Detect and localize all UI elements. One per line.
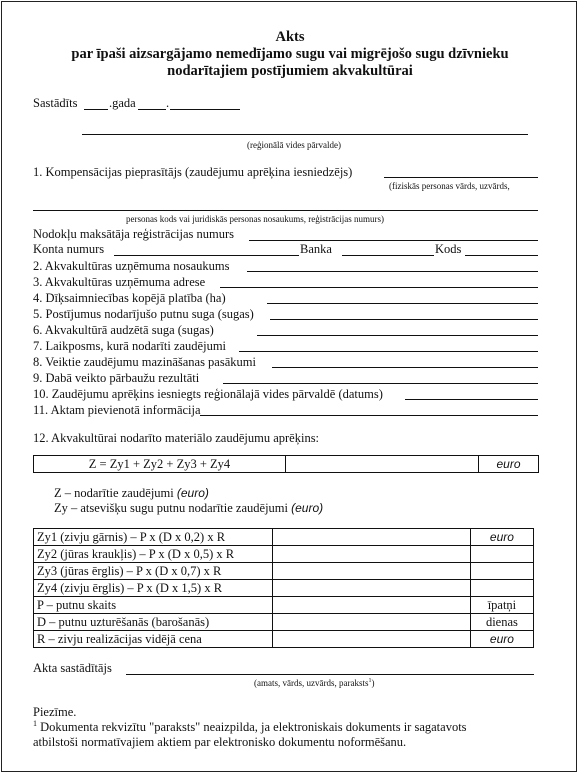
calc-row-label: Zy4 (zivju ērglis) – P x (D x 1,5) x R [34, 580, 273, 597]
claimant-field[interactable] [384, 177, 538, 178]
var-row-unit: euro [470, 631, 533, 648]
note-line-2: atbilstoši normatīvajiem aktiem par elektronisko dokumentu noformēšanu. [33, 735, 407, 749]
bank-field[interactable] [342, 255, 434, 256]
tax-reg-label: Nodokļu maksātāja reģistrācijas numurs [33, 227, 234, 241]
calc-row-label: Zy3 (jūras ērglis) – P x (D x 0,7) x R [34, 563, 273, 580]
month-field[interactable] [170, 109, 240, 110]
field-2-input[interactable] [247, 271, 538, 272]
var-row-value[interactable] [273, 614, 470, 631]
claimant-caption-a: (fiziskās personas vārds, uzvārds, [389, 181, 510, 191]
compiler-caption: (amats, vārds, uzvārds, paraksts$^1$) [254, 678, 375, 688]
legend-z-unit: (euro) [176, 486, 209, 500]
field-7-input[interactable] [239, 351, 538, 352]
table-row [34, 563, 534, 580]
field-10-input[interactable] [405, 399, 538, 400]
bank-label: Banka [300, 242, 332, 256]
calc-row-unit [470, 546, 533, 563]
day-field[interactable] [138, 109, 166, 110]
calc-row-value[interactable] [273, 580, 470, 597]
legend-zy-text: Zy – atsevišķu sugu putnu nodarītie zaudējumi [54, 501, 288, 515]
var-row-label: P – putnu skaits [34, 597, 273, 614]
calc-row-label: Zy2 (jūras kraukļis) – P x (D x 0,5) x R [34, 546, 273, 563]
table-row [34, 631, 534, 648]
var-row-unit: īpatņi [470, 597, 533, 614]
field-6-label: 6. Akvakultūrā audzētā suga (sugas) [33, 323, 214, 337]
formula-expression: Z = Zy1 + Zy2 + Zy3 + Zy4 [34, 456, 286, 473]
note-title: Piezīme. [33, 705, 77, 719]
legend-z [54, 486, 209, 501]
date-gada: gada [112, 96, 136, 110]
account-field[interactable] [114, 255, 299, 256]
compiler-field[interactable] [126, 674, 534, 675]
field-11-input[interactable] [200, 415, 538, 416]
regional-office-field[interactable] [82, 134, 528, 135]
var-row-value[interactable] [273, 597, 470, 614]
var-row-value[interactable] [273, 631, 470, 648]
year-field[interactable] [84, 109, 108, 110]
field-7-label: 7. Laikposms, kurā nodarīti zaudējumi [33, 339, 227, 353]
legend-zy [54, 501, 323, 516]
table-row [34, 614, 534, 631]
var-row-unit: dienas [470, 614, 533, 631]
table-row [34, 597, 534, 614]
account-label: Konta numurs [33, 242, 105, 256]
var-row-label: D – putnu uzturēšanās (barošanās) [34, 614, 273, 631]
legend-z-text: Z – nodarītie zaudējumi [54, 486, 174, 500]
legend-zy-unit: (euro) [291, 501, 324, 515]
code-field[interactable] [465, 255, 538, 256]
calc-row-value[interactable] [273, 563, 470, 580]
field-3-input[interactable] [220, 287, 538, 288]
tax-reg-field[interactable] [249, 240, 538, 241]
code-label: Kods [435, 242, 462, 256]
field-4-input[interactable] [267, 303, 538, 304]
calculation-table [33, 528, 534, 648]
field-10-label: 10. Zaudējumu aprēķins iesniegts reģionālajā vides pārvaldē (datums) [33, 387, 383, 401]
table-row [34, 456, 539, 473]
calc-row-unit: euro [470, 529, 533, 546]
field-12-label: 12. Akvakultūrai nodarīto materiālo zaudējumu aprēķins: [33, 431, 320, 445]
field-11-label: 11. Aktam pievienotā informācija [33, 403, 201, 417]
field-8-label: 8. Veiktie zaudējumu mazināšanas pasākumi [33, 355, 256, 369]
field-2-label: 2. Akvakultūras uzņēmuma nosaukums [33, 259, 230, 273]
note-line-1: $^1$ Dokumenta rekvizītu "paraksts" neaizpilda, ja elektroniskais dokuments ir sagatavots [33, 719, 467, 735]
field-8-input[interactable] [272, 367, 538, 368]
table-row [34, 580, 534, 597]
title-line-1: Akts [275, 29, 305, 45]
field-5-label: 5. Postījumus nodarījušo putnu suga (sugas) [33, 307, 254, 321]
claimant-field-2[interactable] [33, 210, 538, 211]
title-line-2: par īpaši aizsargājamo nemedījamo sugu vai migrējošo sugu dzīvnieku [71, 46, 509, 62]
calc-row-value[interactable] [273, 529, 470, 546]
date-prefix: Sastādīts [33, 96, 78, 110]
calc-row-label: Zy1 (zivju gārnis) – P x (D x 0,2) x R [34, 529, 273, 546]
field-9-label: 9. Dabā veikto pārbaužu rezultāti [33, 371, 200, 385]
claimant-label: 1. Kompensācijas pieprasītājs (zaudējumu aprēķina iesniedzējs) [33, 165, 353, 179]
claimant-caption-b: personas kods vai juridiskās personas nosaukums, reģistrācijas numurs) [126, 214, 384, 224]
title-line-3: nodarītajiem postījumiem akvakultūrai [167, 63, 413, 79]
field-3-label: 3. Akvakultūras uzņēmuma adrese [33, 275, 206, 289]
calc-row-unit [470, 580, 533, 597]
table-row [34, 546, 534, 563]
calc-row-value[interactable] [273, 546, 470, 563]
formula-value[interactable] [286, 456, 479, 473]
table-row [34, 529, 534, 546]
regional-caption: (reģionālā vides pārvalde) [247, 140, 341, 150]
field-9-input[interactable] [223, 383, 538, 384]
formula-unit: euro [479, 456, 539, 473]
compiler-label: Akta sastādītājs [33, 661, 112, 675]
calc-row-unit [470, 563, 533, 580]
field-5-input[interactable] [270, 319, 538, 320]
var-row-label: R – zivju realizācijas vidējā cena [34, 631, 273, 648]
field-6-input[interactable] [257, 335, 538, 336]
field-4-label: 4. Dīķsaimniecības kopējā platība (ha) [33, 291, 226, 305]
act-form: Akts par īpaši aizsargājamo nemedījamo sugu vai migrējošo sugu dzīvnieku nodarītajiem postījumiem akvakultūrai Sastādīts .gada . (reģionālā vides pārvalde) 1. Kompensācijas pieprasītājs (zaudējumu aprēķina iesniedzējs) (fiziskās personas vārds, uzvārds, personas kods vai juridiskās personas nosaukums, reģistrācijas numurs) Nodokļu maksātāja reģistrācijas numurs Konta numurs Banka Kods 2. Akvakultūras uzņēmuma nosaukums 3. Akvakultūras uzņēmuma adrese 4. Dīķsaimniecības kopējā platība (ha) 5. Postījumus nodarījušo putnu suga (sugas) 6. Akvakultūrā audzētā suga (sugas) 7. Laikposms, kurā nodarīti zaudējumi 8. Veiktie zaudējumu mazināšanas pasākumi 9. Dabā veikto pārbaužu rezultāti 10. Zaudējumu aprēķins iesniegts reģionālajā vides pārvaldē (datums) 11. Aktam pievienotā informācija 12. Akvakultūrai nodarīto materiālo zaudējumu aprēķins: Z = Zy1 + Zy2 + Zy3 + Zy4 euro Z – nodarītie zaudējumi (euro) Zy – atsevišķu sugu putnu nodarītie zaudējumi (euro) Zy1 (zivju gārnis) – P x (D x 0,2) x R euro Zy2 (jūras kraukļis) – P x (D x 0,5) x R Zy3 (jūras ērglis) – P x (D x 0,7) x R Zy4 (zivju ērglis) – P x (D x 1,5) x R P – putnu skaits īpatņi D – putnu uzturēšanās (barošanās) dienas R – zivju realizācijas vidējā cena euro Akta sastādītājs (amats, vārds, uzvārds, paraksts$^1$) Piezīme. $^1$ Dokumenta rekvizītu "paraksts" neaizpilda, ja elektroniskais dokuments ir sagatavots atbilstoši normatīvajiem aktiem par elektronisko dokumentu noformēšanu. [1, 1, 577, 772]
formula-table [33, 455, 539, 473]
